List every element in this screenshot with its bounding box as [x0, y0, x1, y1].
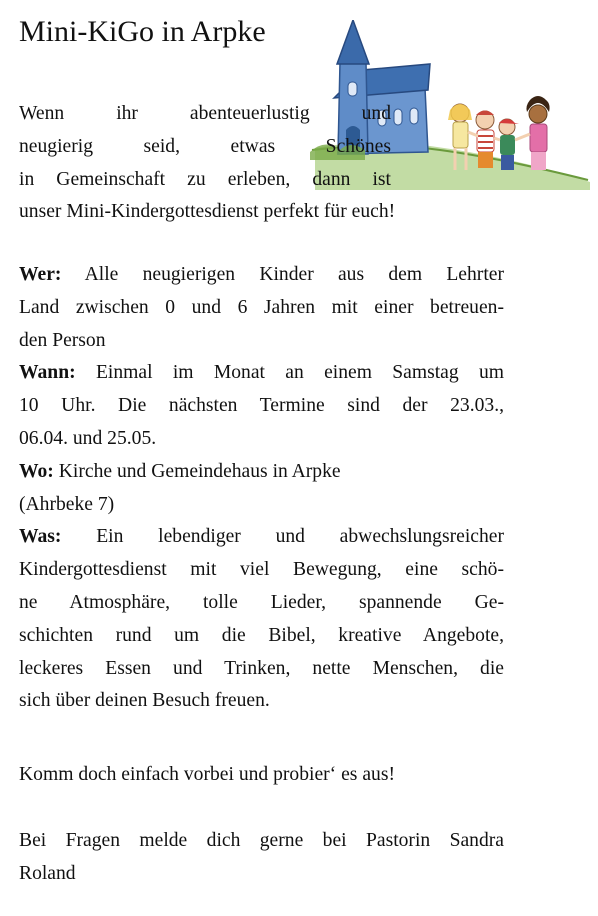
event-details [19, 259, 504, 718]
wann-text: Einmal im Monat an einem Samstag um [95, 362, 505, 384]
wer-text: Alle neugierigen Kinder aus dem Lehrter [84, 264, 504, 285]
was-label: Was: [19, 526, 62, 548]
wo-label: Wo: [19, 460, 54, 482]
intro-paragraph [19, 98, 504, 229]
wann-label: Wann: [19, 362, 76, 384]
was-text: Ein lebendiger und abwechslungsreicher [96, 526, 504, 548]
closing-sentence: Komm doch einfach vorbei und probier‘ es aus! [19, 764, 395, 785]
intro-line: neugierig seid, etwas Schönes [19, 135, 391, 157]
wann-line: 10 Uhr. Die nächsten Termine sind der 23.03., [19, 395, 504, 417]
contact-line: Roland [19, 862, 76, 884]
intro-line: Wenn ihr abenteuerlustig und [19, 103, 391, 124]
was-line: leckeres Essen und Trinken, nette Menschen, die [19, 657, 504, 679]
intro-line: unser Mini-Kindergottesdienst perfekt für euch! [19, 201, 396, 223]
wer-label: Wer: [19, 264, 62, 285]
contact-paragraph [19, 825, 504, 891]
wer-line: den Person [19, 329, 106, 351]
was-line: ne Atmosphäre, tolle Lieder, spannende Ge- [19, 591, 504, 613]
was-line: Kindergottesdienst mit viel Bewegung, eine schö- [19, 559, 504, 581]
wo-line [19, 456, 504, 489]
was-line: schichten rund um die Bibel, kreative Angebote, [19, 624, 504, 646]
contact-line: Bei Fragen melde dich gerne bei Pastorin Sandra [19, 830, 504, 851]
intro-line: in Gemeinschaft zu erleben, dann ist [19, 168, 391, 190]
wo-text: Kirche und Gemeindehaus in Arpke [58, 460, 341, 482]
wo-line: (Ahrbeke 7) [19, 493, 115, 515]
wann-line: 06.04. und 25.05. [19, 427, 157, 449]
page-title: Mini-KiGo in Arpke [19, 15, 266, 48]
was-line: sich über deinen Besuch freuen. [19, 690, 270, 712]
wer-line [19, 259, 504, 292]
wann-line [19, 357, 504, 390]
was-line [19, 521, 504, 554]
wer-line: Land zwischen 0 und 6 Jahren mit einer betreuen- [19, 296, 504, 318]
